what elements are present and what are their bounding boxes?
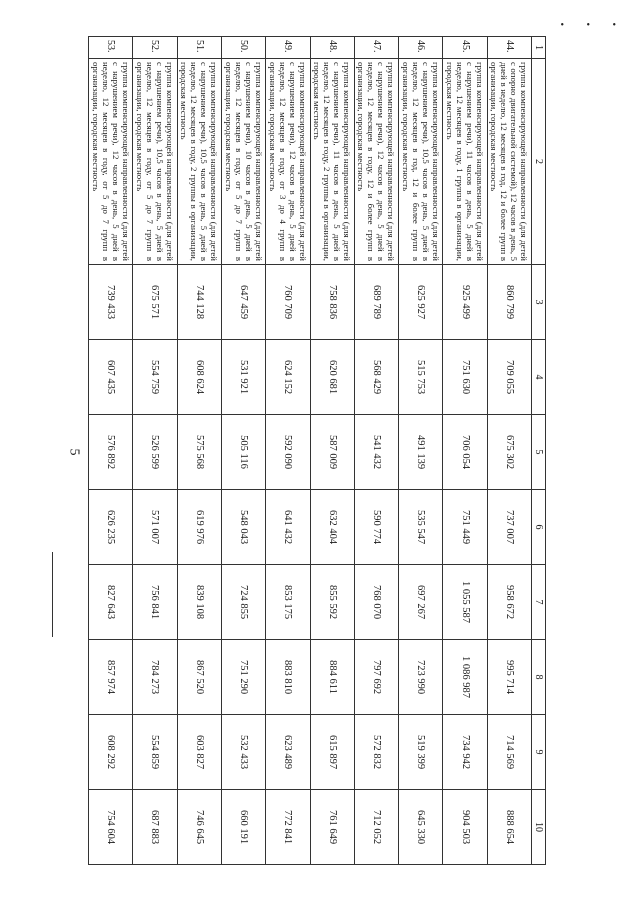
value-cell: 624 152 <box>266 340 310 415</box>
value-cell: 491 139 <box>399 415 443 490</box>
value-cell: 827 643 <box>89 565 133 640</box>
value-cell: 772 841 <box>266 790 310 865</box>
row-number: 48. <box>310 37 354 59</box>
value-cell: 706 054 <box>443 415 487 490</box>
value-cell: 1 086 987 <box>443 640 487 715</box>
value-cell: 623 489 <box>266 715 310 790</box>
header-cell: 2 <box>532 59 546 265</box>
value-cell: 576 892 <box>89 415 133 490</box>
row-number: 53. <box>89 37 133 59</box>
value-cell: 995 714 <box>487 640 531 715</box>
table-row <box>266 37 310 865</box>
header-cell: 8 <box>532 640 546 715</box>
value-cell: 607 435 <box>89 340 133 415</box>
value-cell: 884 611 <box>310 640 354 715</box>
value-cell: 734 942 <box>443 715 487 790</box>
value-cell: 751 449 <box>443 490 487 565</box>
value-cell: 855 592 <box>310 565 354 640</box>
value-cell: 625 927 <box>399 265 443 340</box>
value-cell: 660 191 <box>221 790 265 865</box>
value-cell: 797 692 <box>354 640 398 715</box>
value-cell: 608 292 <box>89 715 133 790</box>
value-cell: 615 897 <box>310 715 354 790</box>
table-row <box>487 37 531 865</box>
value-cell: 867 520 <box>177 640 221 715</box>
value-cell: 784 273 <box>133 640 177 715</box>
value-cell: 724 855 <box>221 565 265 640</box>
value-cell: 515 753 <box>399 340 443 415</box>
value-cell: 619 976 <box>177 490 221 565</box>
value-cell: 714 569 <box>487 715 531 790</box>
value-cell: 888 654 <box>487 790 531 865</box>
value-cell: 857 974 <box>89 640 133 715</box>
row-description: группа компенсирующей направленности (для детей с нарушением речи), 11 часов в день, 5 дней в неделю, 12 месяцев в году, 1 группа в организации, городская местность <box>443 59 487 265</box>
row-number: 45. <box>443 37 487 59</box>
value-cell: 554 859 <box>133 715 177 790</box>
data-table <box>88 36 546 865</box>
table-container <box>88 36 546 864</box>
scan-marks: • • • <box>560 20 626 31</box>
value-cell: 632 404 <box>310 490 354 565</box>
value-cell: 647 459 <box>221 265 265 340</box>
value-cell: 572 832 <box>354 715 398 790</box>
value-cell: 712 052 <box>354 790 398 865</box>
value-cell: 645 330 <box>399 790 443 865</box>
value-cell: 768 070 <box>354 565 398 640</box>
value-cell: 739 433 <box>89 265 133 340</box>
table-row <box>177 37 221 865</box>
value-cell: 756 841 <box>133 565 177 640</box>
value-cell: 626 235 <box>89 490 133 565</box>
header-cell: 3 <box>532 265 546 340</box>
row-description: группа компенсирующей направленности (для детей с нарушением речи), 10,5 часов в день, 5 дней в неделю, 12 месяцев в год, 12 и более групп в организации, городская местность <box>399 59 443 265</box>
value-cell: 590 774 <box>354 490 398 565</box>
row-number: 44. <box>487 37 531 59</box>
row-description: группа компенсирующей направленности (для детей с нарушением речи), 11 часов в день, 5 дней в неделю, 12 месяцев в году, 2 группы в организации, городская местность <box>310 59 354 265</box>
header-row <box>532 37 546 865</box>
value-cell: 548 043 <box>221 490 265 565</box>
value-cell: 883 810 <box>266 640 310 715</box>
value-cell: 505 116 <box>221 415 265 490</box>
row-number: 46. <box>399 37 443 59</box>
value-cell: 675 302 <box>487 415 531 490</box>
value-cell: 519 399 <box>399 715 443 790</box>
value-cell: 689 789 <box>354 265 398 340</box>
value-cell: 761 649 <box>310 790 354 865</box>
value-cell: 603 827 <box>177 715 221 790</box>
header-cell: 7 <box>532 565 546 640</box>
value-cell: 554 759 <box>133 340 177 415</box>
value-cell: 531 921 <box>221 340 265 415</box>
value-cell: 751 630 <box>443 340 487 415</box>
row-number: 51. <box>177 37 221 59</box>
value-cell: 675 571 <box>133 265 177 340</box>
value-cell: 737 007 <box>487 490 531 565</box>
value-cell: 575 568 <box>177 415 221 490</box>
value-cell: 754 604 <box>89 790 133 865</box>
table-row <box>354 37 398 865</box>
value-cell: 958 672 <box>487 565 531 640</box>
value-cell: 620 681 <box>310 340 354 415</box>
table-row <box>221 37 265 865</box>
header-cell: 5 <box>532 415 546 490</box>
value-cell: 925 499 <box>443 265 487 340</box>
value-cell: 535 547 <box>399 490 443 565</box>
value-cell: 697 267 <box>399 565 443 640</box>
value-cell: 746 645 <box>177 790 221 865</box>
value-cell: 571 007 <box>133 490 177 565</box>
row-description: группа компенсирующей направленности (для детей с нарушением речи), 12 часов в день, 5 дней в неделю, 12 месяцев в году, от 5 до 7 групп в организации, городская местность <box>89 59 133 265</box>
value-cell: 526 599 <box>133 415 177 490</box>
value-cell: 587 009 <box>310 415 354 490</box>
value-cell: 568 429 <box>354 340 398 415</box>
row-description: группа компенсирующей направленности (для детей с нарушением речи), 10,5 часов в день, 5 дней в неделю, 12 месяцев в году, 2 группы в организации, городская местность <box>177 59 221 265</box>
table-row <box>443 37 487 865</box>
header-cell: 1 <box>532 37 546 59</box>
table-row <box>89 37 133 865</box>
value-cell: 751 290 <box>221 640 265 715</box>
value-cell: 860 799 <box>487 265 531 340</box>
value-cell: 904 503 <box>443 790 487 865</box>
row-description: группа компенсирующей направленности (для детей с опорно двигательной системой), 12 часов в день, 5 дней в неделю, 12 месяцев в год, 12 и более групп в организации, городская местность <box>487 59 531 265</box>
value-cell: 641 432 <box>266 490 310 565</box>
value-cell: 687 883 <box>133 790 177 865</box>
page-number: 5 <box>66 448 82 456</box>
row-number: 49. <box>266 37 310 59</box>
separator-line <box>52 552 53 637</box>
header-cell: 10 <box>532 790 546 865</box>
row-description: группа компенсирующей направленности (для детей с нарушением речи), 10,5 часов в день, 5 дней в неделю, 12 месяцев в году, от 5 до 7 групп в организации, городская местность <box>133 59 177 265</box>
value-cell: 760 709 <box>266 265 310 340</box>
value-cell: 723 990 <box>399 640 443 715</box>
table-row <box>399 37 443 865</box>
value-cell: 744 128 <box>177 265 221 340</box>
row-description: группа компенсирующей направленности (для детей с нарушением речи), 12 часов в день, 5 дней в неделю, 12 месяцев в году, 12 и более групп в организации, городская местность <box>354 59 398 265</box>
value-cell: 839 108 <box>177 565 221 640</box>
row-number: 47. <box>354 37 398 59</box>
value-cell: 532 433 <box>221 715 265 790</box>
table-row <box>310 37 354 865</box>
header-cell: 9 <box>532 715 546 790</box>
value-cell: 758 836 <box>310 265 354 340</box>
value-cell: 608 624 <box>177 340 221 415</box>
header-cell: 6 <box>532 490 546 565</box>
table-body <box>89 37 532 865</box>
value-cell: 853 175 <box>266 565 310 640</box>
row-number: 50. <box>221 37 265 59</box>
value-cell: 1 055 587 <box>443 565 487 640</box>
header-cell: 4 <box>532 340 546 415</box>
row-description: группа компенсирующей направленности (для детей с нарушением речи), 10 часов в день, 5 дней в неделю, 12 месяцев в году, от 5 до 7 групп в организации, городская местность <box>221 59 265 265</box>
table-row <box>133 37 177 865</box>
value-cell: 541 432 <box>354 415 398 490</box>
row-description: группа компенсирующей направленности (для детей с нарушением речи), 12 часов в день, 5 дней в неделю, 12 месяцев в году, от 3 до 4 групп в организации, городская местность <box>266 59 310 265</box>
value-cell: 592 090 <box>266 415 310 490</box>
row-number: 52. <box>133 37 177 59</box>
value-cell: 709 055 <box>487 340 531 415</box>
